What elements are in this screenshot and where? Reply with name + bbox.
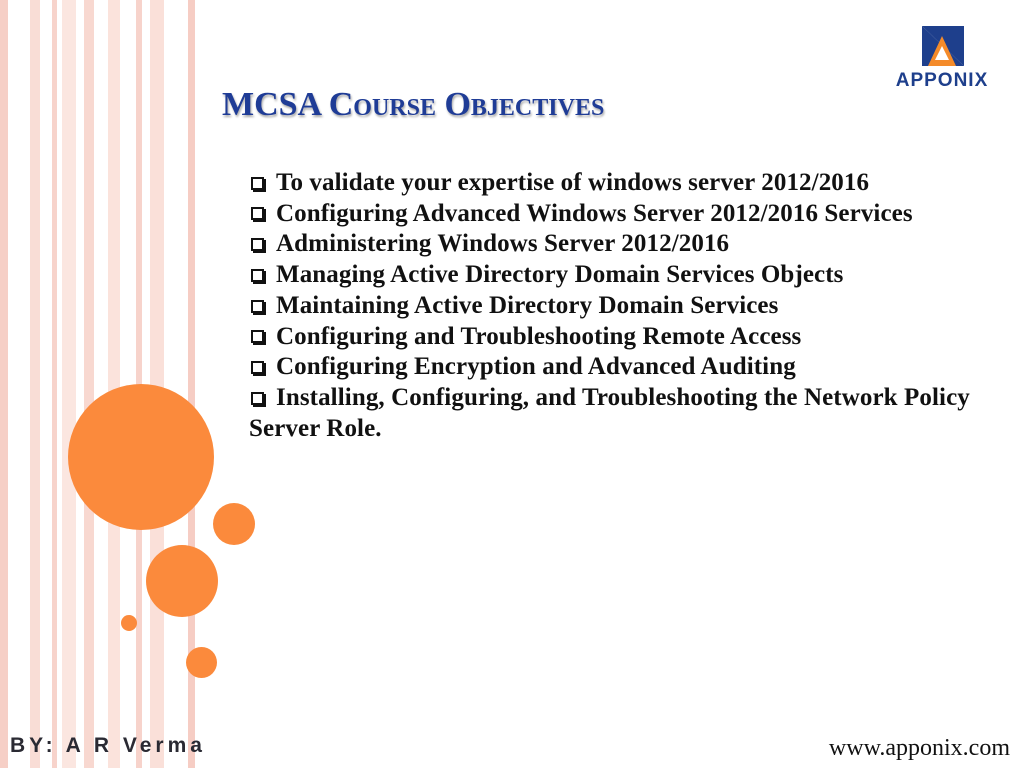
decorative-circle-small	[213, 503, 255, 545]
stripe	[108, 0, 120, 768]
checkbox-square-icon	[251, 361, 264, 374]
list-item-text: Managing Active Directory Domain Services Objects	[276, 261, 844, 289]
list-item-text: Installing, Configuring, and Troubleshooting the Network Policy Server Role.	[249, 383, 970, 442]
website-url: www.apponix.com	[828, 735, 1010, 761]
list-item	[249, 168, 1009, 199]
checkbox-square-icon	[251, 300, 264, 313]
checkbox-square-icon	[251, 392, 264, 405]
objectives-list	[249, 168, 1009, 444]
stripe	[0, 0, 8, 768]
decorative-stripes	[0, 0, 200, 768]
apponix-logo	[884, 22, 1000, 92]
stripe	[30, 0, 40, 768]
checkbox-square-icon	[251, 330, 264, 343]
author-credit: BY: A R Verma	[10, 734, 206, 757]
list-item	[249, 291, 1009, 322]
list-item-text: Configuring and Troubleshooting Remote Access	[276, 322, 802, 350]
checkbox-square-icon	[251, 207, 264, 220]
checkbox-square-icon	[251, 238, 264, 251]
list-item-text: To validate your expertise of windows server 2012/2016	[276, 169, 870, 196]
list-item	[249, 199, 1009, 230]
list-item-text: Configuring Encryption and Advanced Auditing	[276, 353, 796, 381]
checkbox-square-icon	[251, 269, 264, 282]
decorative-dot	[121, 615, 137, 631]
decorative-circle-medium	[146, 545, 218, 617]
list-item	[249, 229, 1009, 260]
stripe	[62, 0, 76, 768]
decorative-circle-small	[186, 647, 217, 678]
list-item-text: Maintaining Active Directory Domain Services	[276, 291, 779, 319]
decorative-circle-large	[68, 384, 214, 530]
list-item-text: Configuring Advanced Windows Server 2012/2016 Services	[276, 199, 913, 227]
stripe	[84, 0, 94, 768]
stripe	[52, 0, 57, 768]
list-item	[249, 352, 1009, 383]
list-item	[249, 383, 1009, 444]
slide-title: MCSA Course Objectives	[222, 86, 605, 123]
checkbox-square-icon	[251, 177, 264, 190]
list-item-text: Administering Windows Server 2012/2016	[276, 230, 730, 258]
logo-text: APPONIX	[895, 70, 989, 91]
list-item	[249, 322, 1009, 353]
apponix-a-logo-icon	[884, 22, 1000, 70]
list-item	[249, 260, 1009, 291]
